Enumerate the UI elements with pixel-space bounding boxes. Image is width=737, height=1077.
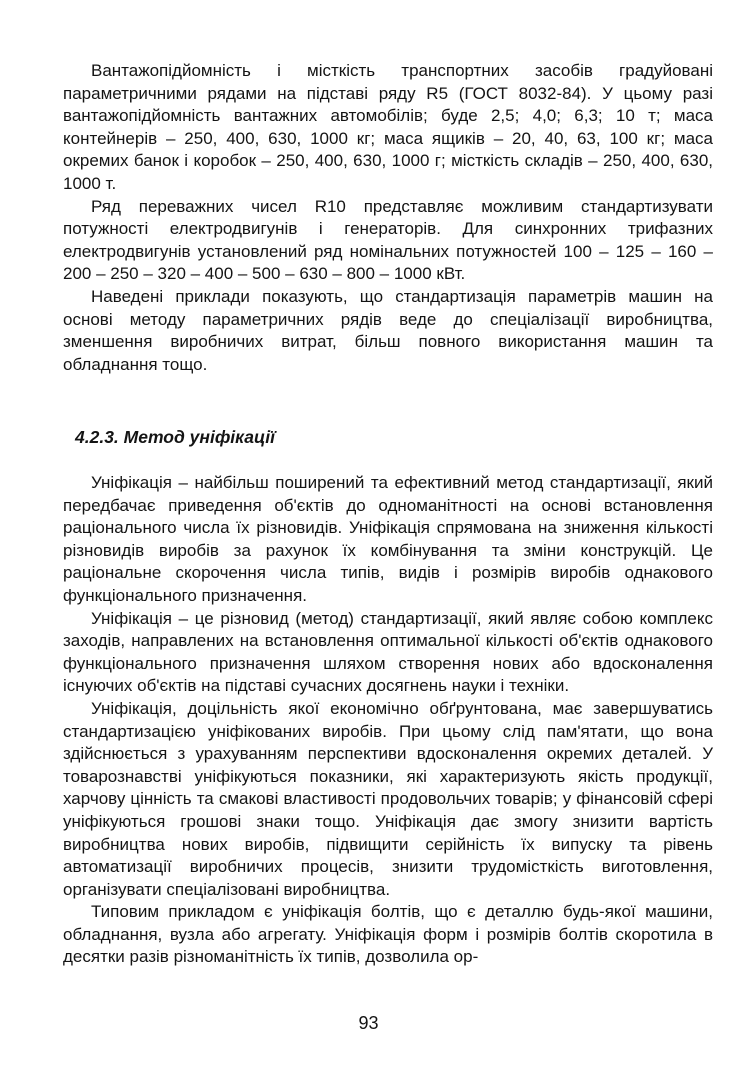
paragraph-unification-definition: Уніфікація – найбільш поширений та ефективний метод стандартизації, який передбачає приведення об'єктів до одноманітності на основі встановлення раціонального числа їх різновидів. Уніфікація спрямована на зниження кількості різновидів виробів за рахунок їх комбінування та зміни конструкцій. Це раціональне скорочення числа типів, видів і розмірів виробів однакового функціонального призначення. bbox=[63, 473, 713, 605]
paragraph-series-r10: Ряд переважних чисел R10 представляє можливим стандартизувати потужності електродвигунів і генераторів. Для синхронних трифазних електродвигунів установлений ряд номінальних потужностей 100 – 125 – 160 – 200 – 250 – 320 – 400 – 500 – 630 – 800 – 1000 кВт. bbox=[63, 196, 713, 284]
paragraph-examples-summary: Наведені приклади показують, що стандартизація параметрів машин на основі методу параметричних рядів веде до спеціалізації виробництва, зменшення виробничих витрат, більш повного використання машин та обладнання тощо. bbox=[63, 286, 713, 374]
text-section-top bbox=[63, 60, 713, 376]
section-heading: 4.2.3. Метод уніфікації bbox=[75, 427, 276, 447]
paragraph-unification-benefits: Уніфікація, доцільність якої економічно обґрунтована, має завершуватись стандартизацією уніфікованих виробів. При цьому слід пам'ятати, що вона здійснюється з урахуванням перспективи вдосконалення окремих деталей. У товарознавстві уніфікуються показники, які характеризують якість продукції, харчову цінність та смакові властивості продовольчих товарів; у фінансовій сфері уніфікуються грошові знаки тощо. Уніфікація дає змогу знизити вартість виробництва нових виробів, підвищити серійність їх випуску та рівень автоматизації виробничих процесів, знизити трудомісткість виготовлення, організувати спеціалізовані виробництва. bbox=[63, 698, 713, 899]
paragraph-parametric-series-r5: Вантажопідйомність і місткість транспортних засобів градуйовані параметричними рядами на підставі ряду R5 (ГОСТ 8032-84). У цьому разі вантажопідйомність вантажних автомобілів; буде 2,5; 4,0; 6,3; 10 т; маса контейнерів – 250, 400, 630, 1000 кг; маса ящиків – 20, 40, 63, 100 кг; маса окремих банок і коробок – 250, 400, 630, 1000 г; місткість складів – 250, 400, 630, 1000 т. bbox=[63, 61, 713, 193]
paragraph-bolts-example: Типовим прикладом є уніфікація болтів, що є деталлю будь-якої машини, обладнання, вузла або агрегату. Уніфікація форм і розмірів болтів скоротила в десятки разів різноманітність їх типів, дозволила ор- bbox=[63, 902, 713, 967]
page-number: 93 bbox=[358, 1013, 379, 1033]
text-section-bottom bbox=[63, 472, 713, 969]
paragraph-unification-method: Уніфікація – це різновид (метод) стандартизації, який являє собою комплекс заходів, направлених на встановлення оптимальної кількості об'єктів однакового функціонального призначення шляхом створення нових або вдосконалення існуючих об'єктів на підставі сучасних досягнень науки і техніки. bbox=[63, 608, 713, 696]
